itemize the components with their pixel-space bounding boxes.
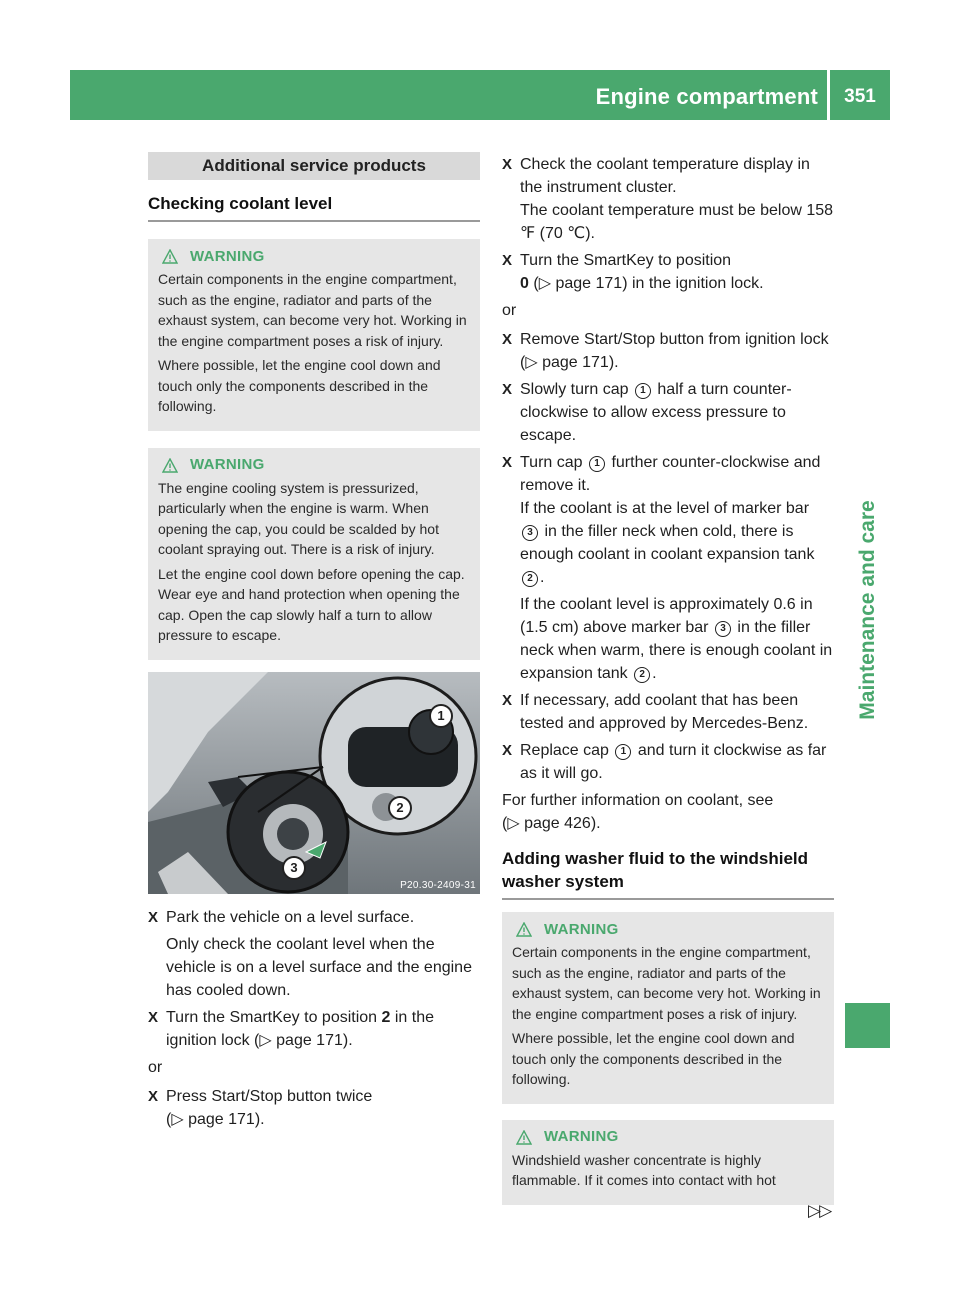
instruction-step: X Slowly turn cap 1 half a turn counter-clockwise to allow excess pressure to escape. — [502, 378, 834, 447]
page-ref-arrow-icon: ▷ — [525, 354, 538, 371]
instruction-step: X Press Start/Stop button twice (▷ page 171). — [148, 1085, 480, 1131]
callout-1: 1 — [635, 383, 651, 399]
step-marker-icon: X — [502, 692, 513, 709]
further-info: For further information on coolant, see (▷ page 426). — [502, 792, 774, 832]
subheading-checking-coolant: Checking coolant level — [148, 180, 480, 222]
instruction-step: X Turn cap 1 further counter-clockwise and remove it. If the coolant is at the level of marker bar 3 in the filler neck when cold, there is enough coolant in coolant expansion tank 2 . If the coolant level is approximately 0.6 in (1.5 cm) above marker bar 3 in the filler neck when warm, there is enough coolant in expansion tank 2 . — [502, 451, 834, 685]
callout-3: 3 — [522, 525, 538, 541]
warning-title: WARNING — [544, 1128, 619, 1146]
page-reference-link[interactable]: page 171 — [188, 1110, 255, 1128]
header-divider — [827, 70, 830, 120]
callout-1: 1 — [429, 704, 453, 728]
instruction-step: X Park the vehicle on a level surface. Only check the coolant level when the vehicle is on a level surface and the engine has cooled down. — [148, 906, 480, 1002]
instruction-step: X Replace cap 1 and turn it clockwise as far as it will go. — [502, 739, 834, 785]
section-title: Engine compartment — [595, 84, 818, 109]
right-column — [502, 153, 834, 1205]
step-marker-icon: X — [502, 454, 513, 471]
callout-2: 2 — [634, 667, 650, 683]
header-bar — [70, 70, 890, 120]
warning-text: Where possible, let the engine cool down and touch only the components described in the following. — [158, 357, 441, 414]
warning-triangle-icon — [162, 249, 178, 265]
page-ref-arrow-icon: ▷ — [171, 1110, 184, 1128]
instruction-step: X Turn the SmartKey to position 0 (▷ page 171) in the ignition lock. — [502, 249, 834, 295]
callout-3: 3 — [282, 856, 306, 880]
or-separator: or — [148, 1058, 163, 1076]
callout-3: 3 — [715, 621, 731, 637]
page-reference-link[interactable]: page 171 — [276, 1031, 343, 1049]
warning-text: Windshield washer concentrate is highly flammable. If it comes into contact with hot — [512, 1151, 776, 1188]
warning-text: Certain components in the engine compartment, such as the engine, radiator and parts of the exhaust system, can become very hot. Working in the engine compartment poses a risk of injury. — [512, 944, 821, 1022]
or-separator: or — [502, 302, 517, 319]
page-number: 351 — [844, 86, 876, 107]
warning-box — [502, 912, 834, 1104]
warning-box — [148, 239, 480, 431]
subheading-washer-fluid: Adding washer fluid to the windshield washer system — [502, 841, 834, 900]
warning-text: The engine cooling system is pressurized, particularly when the engine is warm. When opening the cap, you could be scalded by hot coolant spraying out. There is a risk of injury. — [158, 479, 439, 557]
step-marker-icon: X — [502, 381, 513, 398]
step-marker-icon: X — [148, 1008, 159, 1026]
page-reference-link[interactable]: page 171 — [542, 354, 609, 371]
warning-box — [148, 448, 480, 660]
page-ref-arrow-icon: ▷ — [538, 275, 551, 292]
step-marker-icon: X — [148, 1087, 159, 1105]
section-heading: Additional service products — [148, 152, 480, 180]
warning-text: Let the engine cool down before opening the cap. Wear eye and hand protection when opening the cap. Open the cap slowly half a turn to allow pressure to escape. — [158, 565, 465, 643]
figure-id: P20.30-2409-31 — [400, 879, 476, 891]
warning-text: Where possible, let the engine cool down and touch only the components described in the following. — [512, 1030, 795, 1087]
step-marker-icon: X — [502, 156, 513, 173]
instruction-list — [148, 906, 480, 1131]
callout-2: 2 — [522, 571, 538, 587]
side-tab-marker — [845, 1003, 890, 1048]
engine-bay-illustration — [148, 672, 480, 894]
warning-triangle-icon — [516, 1130, 532, 1146]
step-marker-icon: X — [148, 908, 159, 926]
page-ref-arrow-icon: ▷ — [507, 815, 520, 832]
step-marker-icon: X — [502, 742, 513, 759]
instruction-step: X Turn the SmartKey to position 2 in the ignition lock (▷ page 171). — [148, 1006, 480, 1052]
warning-triangle-icon — [516, 922, 532, 938]
warning-title: WARNING — [544, 920, 619, 938]
instruction-step: X Remove Start/Stop button from ignition lock (▷ page 171). — [502, 328, 834, 374]
instruction-step: X If necessary, add coolant that has been tested and approved by Mercedes-Benz. — [502, 689, 834, 735]
page-reference-link[interactable]: page 426 — [524, 815, 591, 832]
warning-text: Certain components in the engine compartment, such as the engine, radiator and parts of the exhaust system, can become very hot. Working in the engine compartment poses a risk of injury. — [158, 271, 467, 349]
page-reference-link[interactable]: page 171 — [555, 275, 623, 292]
left-column — [148, 152, 480, 1135]
side-chapter-label: Maintenance and care — [856, 500, 879, 720]
warning-triangle-icon — [162, 458, 178, 474]
coolant-tank-figure — [148, 672, 480, 894]
instruction-list — [502, 153, 834, 835]
continue-arrows-icon: ▷▷ — [808, 1201, 831, 1220]
callout-1: 1 — [589, 456, 605, 472]
callout-2: 2 — [388, 796, 412, 820]
callout-1: 1 — [615, 744, 631, 760]
warning-title: WARNING — [190, 247, 265, 265]
warning-box — [502, 1120, 834, 1205]
page-ref-arrow-icon: ▷ — [259, 1031, 272, 1049]
step-marker-icon: X — [502, 252, 513, 269]
warning-title: WARNING — [190, 456, 265, 474]
instruction-step: X Check the coolant temperature display in the instrument cluster. The coolant temperature must be below 158 ℉ (70 ℃). — [502, 153, 834, 245]
step-marker-icon: X — [502, 331, 513, 348]
